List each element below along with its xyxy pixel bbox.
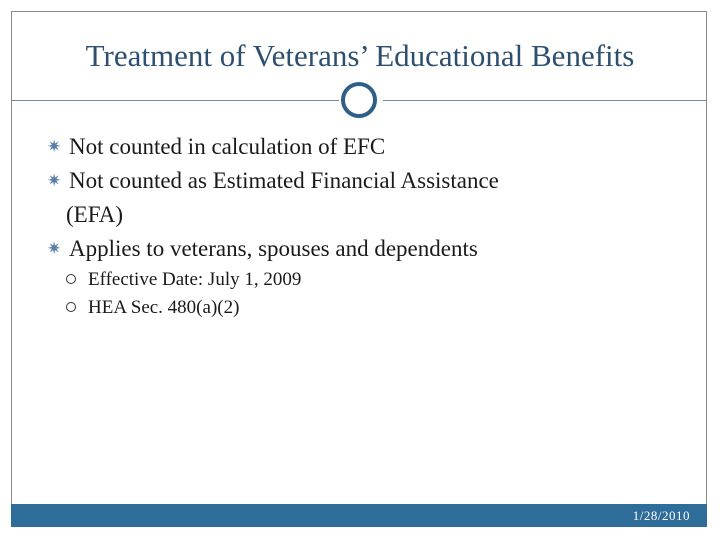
footer-date: 1/28/2010 [632,508,690,523]
bullet-item [43,164,683,232]
sub-bullet-item [43,294,683,322]
sparkle-icon: ✷ [47,239,62,258]
title-divider-left [12,100,339,101]
sub-bullet-text: HEA Sec. 480(a)(2) [88,297,240,318]
slide-title: Treatment of Veterans’ Educational Benefits [85,38,635,73]
sub-bullet-text: Effective Date: July 1, 2009 [88,269,302,290]
bullet-item [43,130,683,164]
footer-bar [11,504,707,527]
hollow-circle-icon [66,274,76,284]
sparkle-icon: ✷ [47,137,62,156]
bullet-item [43,232,683,266]
bullet-list [43,130,683,322]
bullet-text: Applies to veterans, spouses and dependents [69,236,478,261]
title-divider-right [383,100,707,101]
ring-icon [341,82,377,118]
bullet-text: Not counted as Estimated Financial Assistance [69,168,499,193]
hollow-circle-icon [66,302,76,312]
bullet-text: Not counted in calculation of EFC [69,134,386,159]
sparkle-icon: ✷ [47,171,62,190]
bullet-text-continuation: (EFA) [66,202,124,227]
sub-bullet-item [43,266,683,294]
